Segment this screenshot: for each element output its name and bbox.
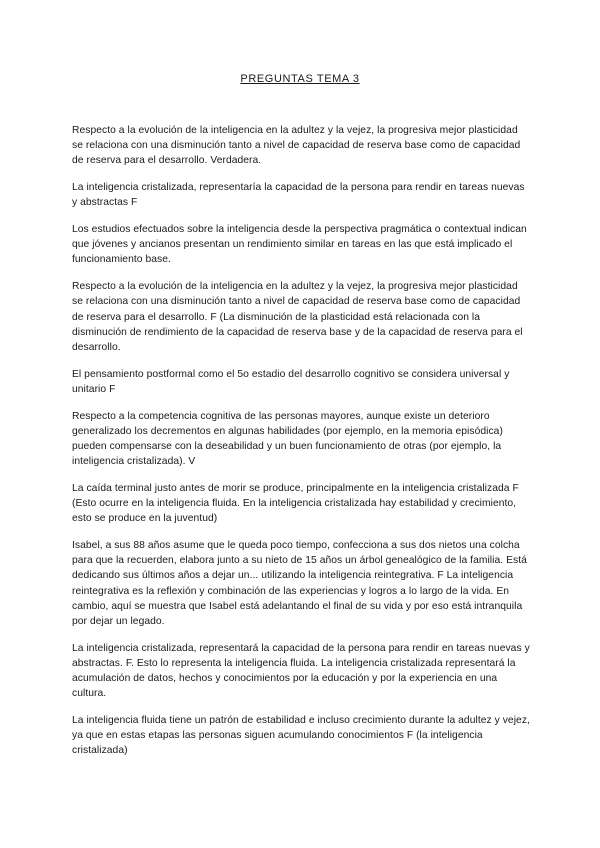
paragraph-10: La inteligencia fluida tiene un patrón de estabilidad e incluso crecimiento durante la adultez y vejez, ya que en estas etapas las personas siguen acumulando conocimientos F (la inteligencia cristalizada)	[72, 715, 530, 757]
paragraph-4: Respecto a la evolución de la inteligencia en la adultez y la vejez, la progresiva mejor plasticidad se relaciona con una disminución tanto a nivel de capacidad de reserva base como de capacidad de reserva para el desarrollo. F (La disminución de la plasticidad está relacionada con la disminución de rendimiento de la capacidad de reserva base y de la capacidad de reserva para el desarrollo.	[72, 281, 523, 353]
paragraph-9: La inteligencia cristalizada, representará la capacidad de la persona para rendir en tareas nuevas y abstractas. F. Esto lo representa la inteligencia fluida. La inteligencia cristalizada representará la acumulación de datos, hechos y conocimientos por la educación y por la experiencia en una cultura.	[72, 642, 530, 700]
paragraph-8: Isabel, a sus 88 años asume que le queda poco tiempo, confecciona a sus dos nietos una colcha para que la recuerden, elabora junto a su nieto de 15 años un árbol genealógico de la familia. Está dedicando sus últimos años a dejar un... utilizando la inteligencia reintegrativa. F La inteligencia reintegrativa es la reflexión y combinación de las experiencias y logros a lo largo de la vida. En cambio, aquí se muestra que Isabel está adelantando el final de su vida y por eso está intranquila por dejar un legado.	[72, 539, 527, 627]
paragraph-3: Los estudios efectuados sobre la inteligencia desde la perspectiva pragmática o contextual indican que jóvenes y ancianos presentan un rendimiento similar en tareas en las que está implicado el funcionamiento base.	[72, 224, 527, 266]
paragraph-2: La inteligencia cristalizada, representaría la capacidad de la persona para rendir en tareas nuevas y abstractas F	[72, 182, 525, 209]
document-body	[72, 123, 530, 770]
paragraph-5: El pensamiento postformal como el 5o estadio del desarrollo cognitivo se considera universal y unitario F	[72, 368, 510, 395]
paragraph-7: La caída terminal justo antes de morir se produce, principalmente en la inteligencia cristalizada F (Esto ocurre en la inteligencia fluida. En la inteligencia cristalizada hay estabilidad y crecimiento, esto se produce en la juventud)	[72, 482, 519, 525]
paragraph-6: Respecto a la competencia cognitiva de las personas mayores, aunque existe un deterioro generalizado los decrementos en algunas habilidades (por ejemplo, en la memoria episódica) pueden compensarse con la deseabilidad y un buen funcionamiento de otras (por ejemplo, la inteligencia cristalizada). V	[72, 410, 503, 468]
paragraph-1: Respecto a la evolución de la inteligencia en la adultez y la vejez, la progresiva mejor plasticidad se relaciona con una disminución tanto a nivel de capacidad de reserva base como de capacidad de reserva para el desarrollo. Verdadera.	[72, 125, 521, 167]
page-title-text: PREGUNTAS TEMA 3	[240, 73, 360, 85]
page-title	[0, 73, 600, 85]
